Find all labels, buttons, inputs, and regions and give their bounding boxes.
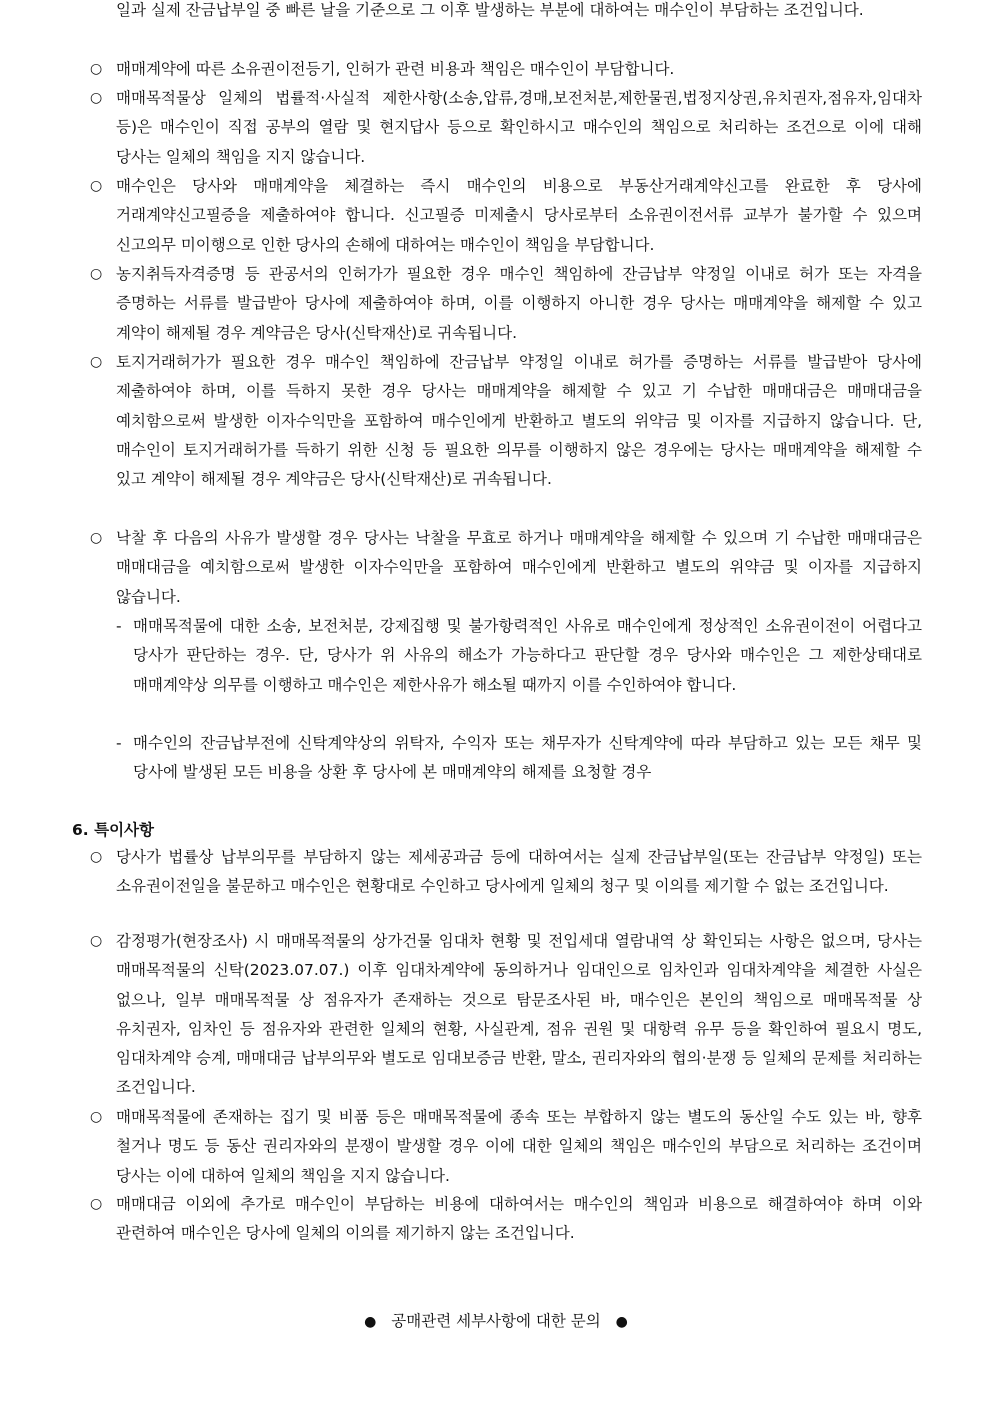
inquiry-heading (0, 1307, 992, 1337)
condition-item (90, 55, 922, 84)
circle-bullet-icon: ○ (90, 1196, 103, 1212)
condition-item-text: 매매목적물상 일체의 법률적·사실적 제한사항(소송,압류,경매,보전처분,제한물권,법정지상권,유치권자,점유자,임대차 등)은 매수인이 직접 공부의 열람 및 현지답사 등으로 확인하시고 매수인의 책임으로 처리하는 조건으로 이에 대해 당사는 일체의 책임을 지지 않습니다. (116, 89, 922, 166)
sub-condition-item-text: 매매목적물에 대한 소송, 보전처분, 강제집행 및 불가항력적인 사유로 매수인에게 정상적인 소유권이전이 어렵다고 당사가 판단하는 경우. 단, 당사가 위 사유의 해소가 가능하다고 판단할 경우 당사와 매수인은 그 제한상태대로 매매계약상 의무를 이행하고 매수인은 제한사유가 해소될 때까지 이를 수인하여야 합니다. (133, 617, 922, 694)
circle-bullet-icon: ○ (90, 354, 103, 370)
circle-bullet-icon: ○ (90, 1109, 103, 1125)
condition-item-text: 낙찰 후 다음의 사유가 발생할 경우 당사는 낙찰을 무효로 하거나 매매계약을 해제할 수 있으며 기 수납한 매매대금은 매매대금을 예치함으로써 발생한 이자수익만을 포함하여 매수인에게 반환하고 별도의 위약금 및 이자를 지급하지 않습니다. (116, 529, 922, 606)
condition-item (90, 84, 922, 172)
condition-item-text: 토지거래허가가 필요한 경우 매수인 책임하에 잔금납부 약정일 이내로 허가를 증명하는 서류를 발급받아 당사에 제출하여야 하며, 이를 득하지 못한 경우 당사는 매매계약을 해제할 수 있고 기 수납한 매매대금은 매매대금을 예치함으로써 발생한 이자수익만을 포함하여 매수인에게 반환하고 별도의 위약금 및 이자를 지급하지 않습니다. 단, 매수인이 토지거래허가를 득하기 위한 신청 등 필요한 의무를 이행하지 않은 경우에는 당사는 매매계약을 해제할 수 있고 계약이 해제될 경우 계약금은 당사(신탁재산)로 귀속됩니다. (116, 353, 922, 489)
circle-bullet-icon: ○ (90, 530, 103, 546)
filled-circle-icon: ● (364, 1314, 377, 1330)
special-item-text: 당사가 법률상 납부의무를 부담하지 않는 제세공과금 등에 대하여서는 실제 잔금납부일(또는 잔금납부 약정일) 또는 소유권이전일을 불문하고 매수인은 현황대로 수인하고 당사에게 일체의 청구 및 이의를 제기할 수 없는 조건입니다. (116, 848, 922, 896)
special-item-text: 매매목적물에 존재하는 집기 및 비품 등은 매매목적물에 종속 또는 부합하지 않는 별도의 동산일 수도 있는 바, 향후 철거나 명도 등 동산 권리자와의 분쟁이 발생할 경우 이에 대한 일체의 책임은 매수인의 부담으로 처리하는 조건이며 당사는 이에 대하여 일체의 책임을 지지 않습니다. (116, 1108, 922, 1185)
section-number: 6. (72, 821, 89, 839)
sub-condition-item-text: 매수인의 잔금납부전에 신탁계약상의 위탁자, 수익자 또는 채무자가 신탁계약에 따라 부담하고 있는 모든 채무 및 당사에 발생된 모든 비용을 상환 후 당사에 본 매매계약의 해제를 요청할 경우 (133, 734, 922, 782)
circle-bullet-icon: ○ (90, 933, 103, 949)
condition-item-text: 매수인은 당사와 매매계약을 체결하는 즉시 매수인의 비용으로 부동산거래계약신고를 완료한 후 당사에 거래계약신고필증을 제출하여야 합니다. 신고필증 미제출시 당사로부터 소유권이전서류 교부가 불가할 수 있으며 신고의무 미이행으로 인한 당사의 손해에 대하여는 매수인이 책임을 부담합니다. (116, 177, 922, 254)
filled-circle-icon: ● (615, 1314, 628, 1330)
condition-item-text: 농지취득자격증명 등 관공서의 인허가가 필요한 경우 매수인 책임하에 잔금납부 약정일 이내로 허가 또는 자격을 증명하는 서류를 발급받아 당사에 제출하여야 하며, 이를 이행하지 아니한 경우 당사는 매매계약을 해제할 수 있고 계약이 해제될 경우 계약금은 당사(신탁재산)로 귀속됩니다. (116, 265, 922, 342)
condition-item (90, 172, 922, 260)
dash-bullet-icon: - (116, 734, 122, 752)
circle-bullet-icon: ○ (90, 266, 103, 282)
circle-bullet-icon: ○ (90, 90, 103, 106)
special-item (90, 1190, 922, 1249)
special-item (90, 843, 922, 902)
condition-item-text: 매매계약에 따른 소유권이전등기, 인허가 관련 비용과 책임은 매수인이 부담합니다. (116, 60, 675, 78)
circle-bullet-icon: ○ (90, 849, 103, 865)
special-item-text: 매매대금 이외에 추가로 매수인이 부담하는 비용에 대하여서는 매수인의 책임과 비용으로 해결하여야 하며 이와 관련하여 매수인은 당사에 일체의 이의를 제기하지 않는 조건입니다. (116, 1195, 922, 1243)
circle-bullet-icon: ○ (90, 61, 103, 77)
circle-bullet-icon: ○ (90, 178, 103, 194)
condition-item (90, 260, 922, 348)
special-item (90, 1103, 922, 1191)
sub-condition-item (116, 729, 922, 788)
sub-condition-item (116, 612, 922, 700)
continued-paragraph-text: 일과 실제 잔금납부일 중 빠른 날을 기준으로 그 이후 발생하는 부분에 대하여는 매수인이 부담하는 조건입니다. (116, 1, 864, 19)
section-title: 특이사항 (94, 821, 154, 839)
special-item (90, 927, 922, 1103)
condition-item (90, 348, 922, 494)
inquiry-heading-text: 공매관련 세부사항에 대한 문의 (391, 1312, 601, 1330)
section-heading (72, 816, 154, 845)
continued-paragraph (116, 0, 922, 25)
dash-bullet-icon: - (116, 617, 122, 635)
special-item-text: 감정평가(현장조사) 시 매매목적물의 상가건물 임대차 현황 및 전입세대 열람내역 상 확인되는 사항은 없으며, 당사는 매매목적물의 신탁(2023.07.07.) 이후 임대차계약에 동의하거나 임대인으로 임차인과 임대차계약을 체결한 사실은 없으나, 일부 매매목적물 상 점유자가 존재하는 것으로 탐문조사된 바, 매수인은 본인의 책임으로 매매목적물 상 유치권자, 임차인 등 점유자와 관련한 일체의 현황, 사실관계, 점유 권원 및 대항력 유무 등을 확인하여 필요시 명도, 임대차계약 승계, 매매대금 납부의무와 별도로 임대보증금 반환, 말소, 권리자와의 협의·분쟁 등 일체의 문제를 처리하는 조건입니다. (116, 932, 922, 1097)
condition-item (90, 524, 922, 612)
